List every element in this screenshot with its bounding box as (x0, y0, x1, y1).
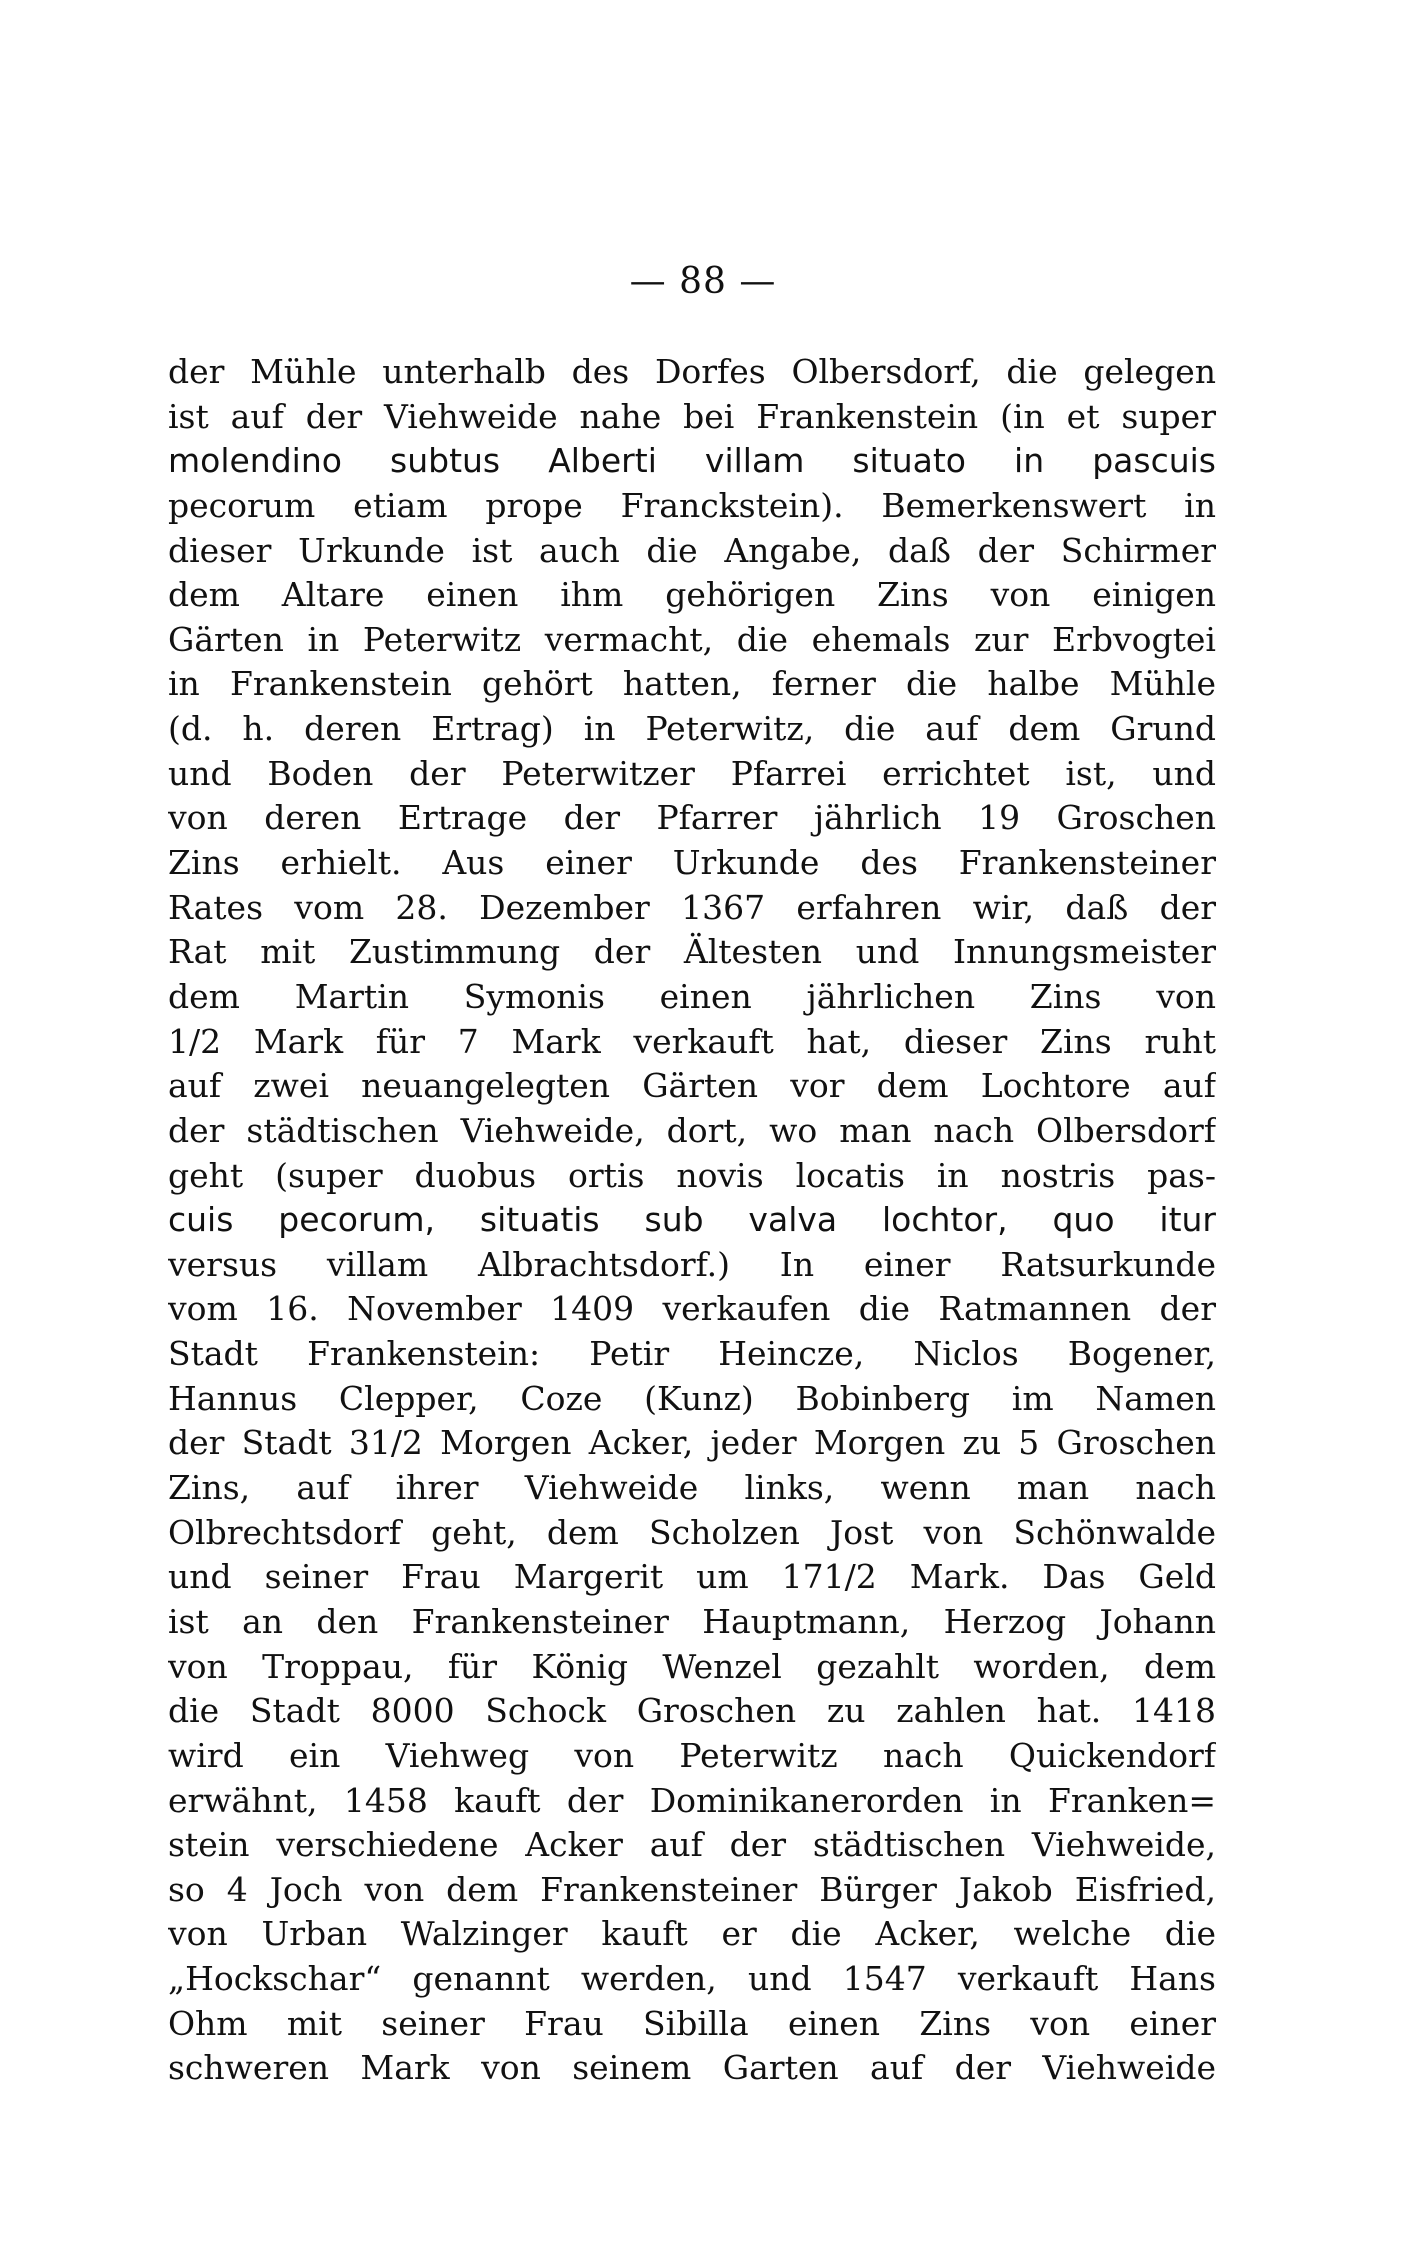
text-line: vom 16. November 1409 verkaufen die Ratmannen der (168, 1289, 1216, 1329)
text-line: ist an den Frankensteiner Hauptmann, Herzog Johann (168, 1601, 1216, 1641)
text-line: 1/2 Mark für 7 Mark verkauft hat, dieser Zins ruht (168, 1021, 1216, 1061)
text-line: stein verschiedene Acker auf der städtischen Viehweide, (168, 1825, 1216, 1865)
body-text (168, 350, 1216, 2091)
text-line: dem Martin Symonis einen jährlichen Zins von (168, 976, 1216, 1016)
text-line: dieser Urkunde ist auch die Angabe, daß der Schirmer (168, 530, 1216, 570)
text-line: schweren Mark von seinem Garten auf der Viehweide (168, 2048, 1216, 2088)
text-line: erwähnt, 1458 kauft der Dominikanerorden in Franken= (168, 1780, 1216, 1820)
text-line: wird ein Viehweg von Peterwitz nach Quickendorf (168, 1735, 1216, 1775)
text-line: von deren Ertrage der Pfarrer jährlich 19 Groschen (168, 798, 1216, 838)
text-line: von Urban Walzinger kauft er die Acker, welche die (168, 1914, 1216, 1954)
page-number: — 88 — (629, 261, 777, 302)
text-line: die Stadt 8000 Schock Groschen zu zahlen hat. 1418 (168, 1691, 1216, 1731)
text-line: molendino subtus Alberti villam situato in pascuis (168, 441, 1216, 481)
text-line: Hannus Clepper, Coze (Kunz) Bobinberg im Namen (168, 1378, 1216, 1418)
text-line: Zins erhielt. Aus einer Urkunde des Frankensteiner (168, 843, 1216, 883)
text-line: cuis pecorum, situatis sub valva lochtor, quo itur (168, 1200, 1216, 1240)
text-line: der Mühle unterhalb des Dorfes Olbersdorf, die gelegen (168, 352, 1216, 391)
text-line: auf zwei neuangelegten Gärten vor dem Lochtore auf (168, 1066, 1216, 1106)
text-line: und Boden der Peterwitzer Pfarrei errichtet ist, und (168, 753, 1216, 793)
text-line: Zins, auf ihrer Viehweide links, wenn man nach (168, 1468, 1216, 1508)
text-line: so 4 Joch von dem Frankensteiner Bürger Jakob Eisfried, (168, 1869, 1216, 1909)
text-line: der städtischen Viehweide, dort, wo man nach Olbersdorf (168, 1110, 1216, 1150)
text-line: in Frankenstein gehört hatten, ferner die halbe Mühle (168, 664, 1216, 704)
text-line: Olbrechtsdorf geht, dem Scholzen Jost von Schönwalde (168, 1512, 1216, 1552)
text-line: Stadt Frankenstein: Petir Heincze, Niclos Bogener, (168, 1334, 1216, 1374)
text-line: pecorum etiam prope Franckstein). Bemerkenswert in (168, 485, 1216, 525)
text-line: ist auf der Viehweide nahe bei Frankenstein (in et super (168, 396, 1216, 436)
text-line: und seiner Frau Margerit um 171/2 Mark. Das Geld (168, 1557, 1216, 1597)
text-line: Rates vom 28. Dezember 1367 erfahren wir, daß der (168, 887, 1216, 927)
text-line: geht (super duobus ortis novis locatis in nostris pas- (168, 1155, 1216, 1195)
text-line: versus villam Albrachtsdorf.) In einer Ratsurkunde (168, 1244, 1216, 1284)
text-line: Gärten in Peterwitz vermacht, die ehemals zur Erbvogtei (168, 619, 1216, 659)
text-line: der Stadt 31/2 Morgen Acker, jeder Morgen zu 5 Groschen (168, 1423, 1216, 1463)
text-line: Rat mit Zustimmung der Ältesten und Innungsmeister (168, 932, 1216, 972)
text-line: Ohm mit seiner Frau Sibilla einen Zins von einer (168, 2003, 1216, 2043)
text-line: von Troppau, für König Wenzel gezahlt worden, dem (168, 1646, 1216, 1686)
text-line: dem Altare einen ihm gehörigen Zins von einigen (168, 575, 1216, 615)
text-line: „Hockschar“ genannt werden, und 1547 verkauft Hans (168, 1959, 1216, 1999)
text-line: (d. h. deren Ertrag) in Peterwitz, die auf dem Grund (168, 709, 1216, 749)
